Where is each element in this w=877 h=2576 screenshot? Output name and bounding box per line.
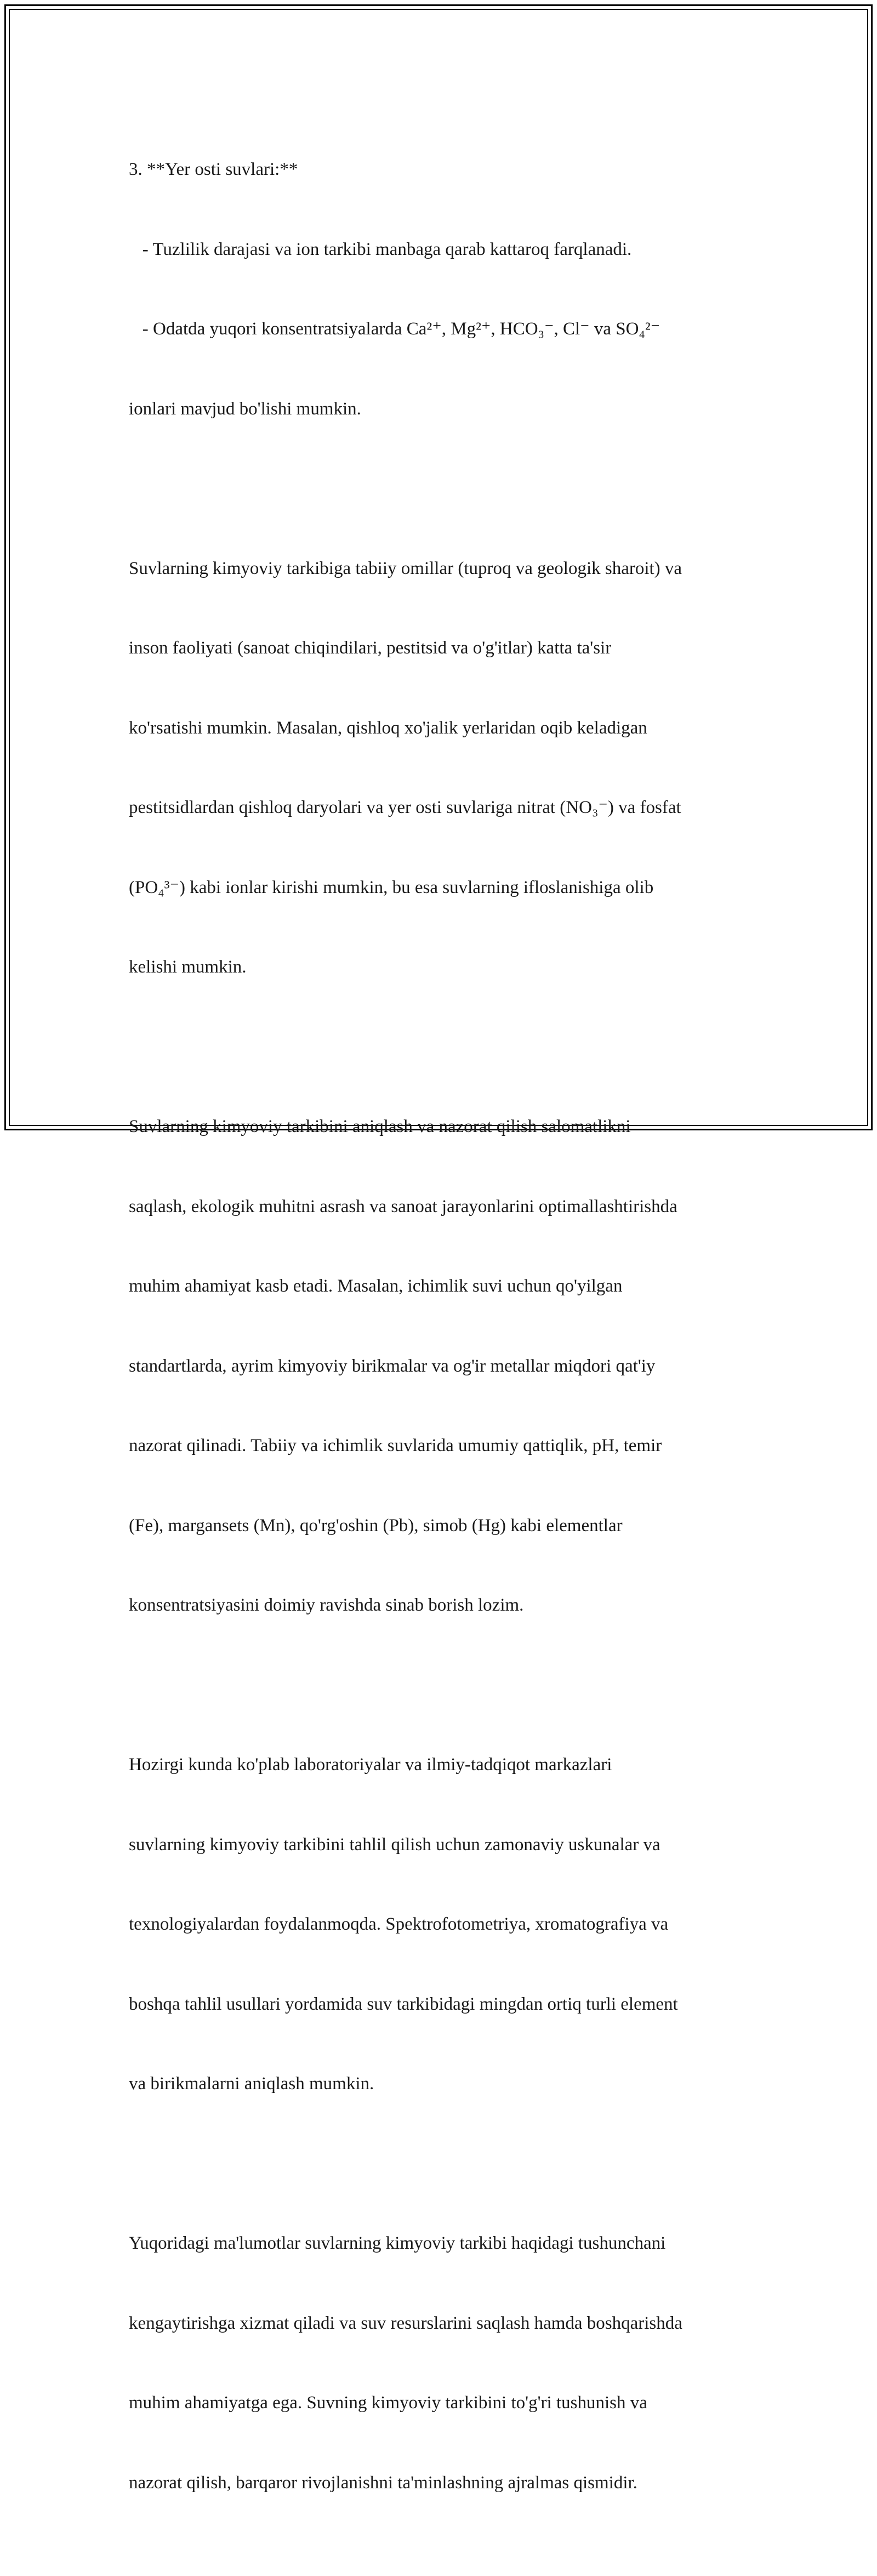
text-line: pestitsidlardan qishloq daryolari va yer osti suvlariga nitrat (NO₃⁻) va fosfat [129, 798, 681, 817]
text-line: va birikmalarni aniqlash mumkin. [129, 2074, 374, 2094]
paragraph-factors [129, 502, 759, 1034]
text-line: konsentratsiyasini doimiy ravishda sinab borish lozim. [129, 1595, 524, 1615]
text-line: standartlarda, ayrim kimyoviy birikmalar va og'ir metallar miqdori qat'iy [129, 1356, 656, 1376]
text-line: saqlash, ekologik muhitni asrash va sanoat jarayonlarini optimallashtirishda [129, 1196, 677, 1216]
document-body [129, 103, 759, 2576]
paragraph-groundwater [129, 103, 759, 475]
text-line: muhim ahamiyatga ega. Suvning kimyoviy tarkibini to'g'ri tushunish va [129, 2393, 647, 2413]
text-line: nazorat qilinadi. Tabiiy va ichimlik suvlarida umumiy qattiqlik, pH, temir [129, 1436, 662, 1455]
text-line: - Tuzlilik darajasi va ion tarkibi manbaga qarab kattaroq farqlanadi. [129, 239, 632, 259]
text-line: nazorat qilish, barqaror rivojlanishni ta'minlashning ajralmas qismidir. [129, 2472, 637, 2493]
text-line: (PO₄³⁻) kabi ionlar kirishi mumkin, bu esa suvlarning ifloslanishiga olib [129, 877, 654, 897]
paragraph-monitoring [129, 1060, 759, 1672]
text-line: Yuqoridagi ma'lumotlar suvlarning kimyoviy tarkibi haqidagi tushunchani [129, 2233, 666, 2253]
text-line: Hozirgi kunda ko'plab laboratoriyalar va ilmiy-tadqiqot markazlari [129, 1755, 612, 1775]
text-line: boshqa tahlil usullari yordamida suv tarkibidagi mingdan ortiq turli element [129, 1994, 678, 2014]
text-line: inson faoliyati (sanoat chiqindilari, pestitsid va o'g'itlar) katta ta'sir [129, 638, 612, 658]
paragraph-laboratories [129, 1698, 759, 2151]
text-line: suvlarning kimyoviy tarkibini tahlil qilish uchun zamonaviy uskunalar va [129, 1834, 660, 1855]
paragraph-conclusion [129, 2177, 759, 2549]
text-line: (Fe), margansets (Mn), qo'rg'oshin (Pb), simob (Hg) kabi elementlar [129, 1515, 623, 1536]
text-line: 3. **Yer osti suvlari:** [129, 160, 298, 179]
text-line: texnologiyalardan foydalanmoqda. Spektrofotometriya, xromatografiya va [129, 1914, 669, 1934]
text-line: kelishi mumkin. [129, 957, 247, 977]
text-line: ionlari mavjud bo'lishi mumkin. [129, 399, 361, 419]
text-line: ko'rsatishi mumkin. Masalan, qishloq xo'jalik yerlaridan oqib keladigan [129, 718, 647, 738]
text-line: Suvlarning kimyoviy tarkibiga tabiiy omillar (tuproq va geologik sharoit) va [129, 558, 682, 578]
text-line: kengaytirishga xizmat qiladi va suv resurslarini saqlash hamda boshqarishda [129, 2313, 682, 2333]
text-line: Suvlarning kimyoviy tarkibini aniqlash va nazorat qilish salomatlikni [129, 1117, 631, 1136]
text-line: - Odatda yuqori konsentratsiyalarda Ca²⁺, Mg²⁺, HCO₃⁻, Cl⁻ va SO₄²⁻ [129, 319, 660, 339]
text-line: muhim ahamiyat kasb etadi. Masalan, ichimlik suvi uchun qo'yilgan [129, 1276, 623, 1296]
